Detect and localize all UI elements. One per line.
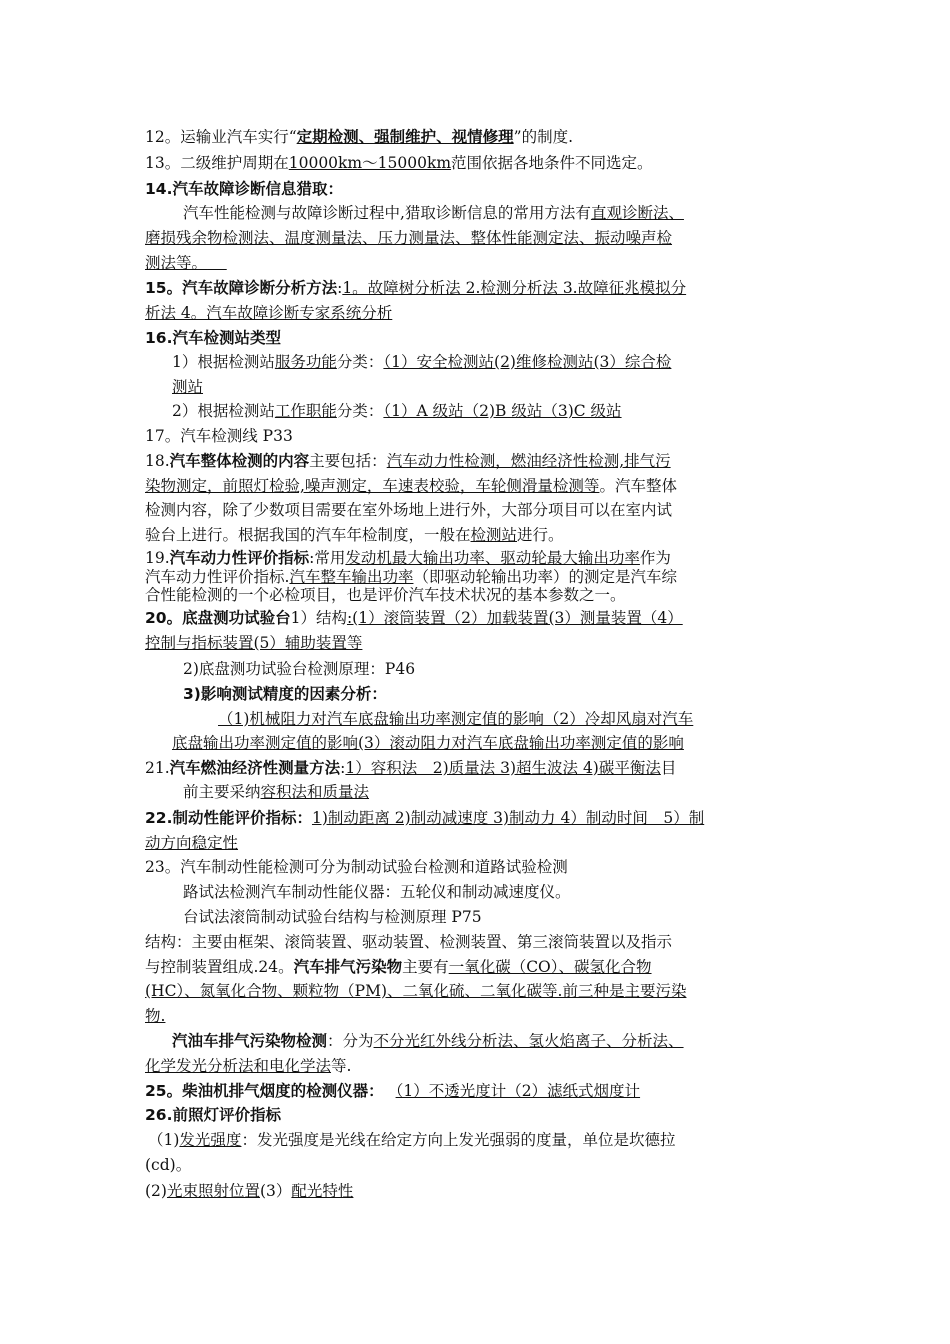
item-24: 与控制装置组成.24。汽车排气污染物主要有一氧化碳（CO）、碳氢化合物 [145,958,652,976]
item-20: 20。底盘测功试验台1）结构:(1）滚筒装置（2）加载装置(3）测量装置（4） [145,609,683,627]
item-26-line-3: (2)光束照射位置(3）配光特性 [145,1182,354,1200]
item-21-line-2: 前主要采纳容积法和质量法 [183,783,370,801]
item-24-line-2: (HC）、氮氧化合物、颗粒物（PM)、二氧化硫、二氧化碳等.前三种是主要污染 [145,982,687,1000]
item-16-row-1: 1）根据检测站服务功能分类：（1）安全检测站(2)维修检测站(3）综合检 [172,353,672,371]
item-18: 18.汽车整体检测的内容主要包括：汽车动力性检测，燃油经济性检测,排气污 [145,452,671,470]
item-12: 12。运输业汽车实行“定期检测、强制维护、视情修理”的制度. [145,128,574,146]
item-26-title: 26.前照灯评价指标 [145,1106,281,1124]
item-24-line-3: 物. [145,1007,166,1025]
item-15-line-2: 析法 4。汽车故障诊断专家系统分析 [145,304,393,322]
item-18-line-3: 检测内容，除了少数项目需要在室外场地上进行外，大部分项目可以在室内试 [145,501,673,519]
item-16-row-1-cont: 测站 [172,378,204,396]
item-22-line-2: 动方向稳定性 [145,834,239,852]
item-19-line-3: 合性能检测的一个必检项目，也是评价汽车技术状况的基本参数之一。 [145,586,626,604]
item-13: 13。二级维护周期在10000km～15000km范围依据各地条件不同选定。 [145,154,653,172]
item-23-structure: 结构：主要由框架、滚筒装置、驱动装置、检测装置、第三滚筒装置以及指示 [145,933,673,951]
item-26-line-1: （1)发光强度：发光强度是光线在给定方向上发光强弱的度量，单位是坎德拉 [148,1131,676,1149]
item-20-line-2: 控制与指标装置(5）辅助装置等 [145,634,363,652]
item-20-factors-line-2: 底盘输出功率测定值的影响(3）滚动阻力对汽车底盘输出功率测定值的影响 [172,734,684,752]
item-14-title: 14.汽车故障诊断信息猎取： [145,180,343,198]
item-14-line-1: 汽车性能检测与故障诊断过程中,猎取诊断信息的常用方法有直观诊断法、 [183,204,684,222]
item-22: 22.制动性能评价指标：1)制动距离 2)制动减速度 3)制动力 4）制动时间 5）制 [145,809,705,827]
item-19-line-2: 汽车动力性评价指标.汽车整车输出功率（即驱动轮输出功率）的测定是汽车综 [145,568,677,586]
item-23-bench-test: 台试法滚筒制动试验台结构与检测原理 P75 [183,908,482,926]
item-14-line-2: 磨损残余物检测法、温度测量法、压力测量法、整体性能测定法、振动噪声检 [145,229,673,247]
item-14-line-3: 测法等。 [145,254,208,272]
item-24-gasoline-line-2: 化学发光分析法和电化学法等. [145,1057,352,1075]
item-24-gasoline: 汽油车排气污染物检测：分为不分光红外线分析法、氢火焰离子、分析法、 [172,1032,684,1050]
item-19: 19.汽车动力性评价指标:常用发动机最大输出功率、驱动轮最大输出功率作为 [145,549,671,567]
item-18-line-4: 验台上进行。根据我国的汽车年检制度，一般在检测站进行。 [145,526,564,544]
item-25: 25。柴油机排气烟度的检测仪器： （1）不透光度计（2）滤纸式烟度计 [145,1082,641,1100]
item-20-factors-line-1: （1)机械阻力对汽车底盘输出功率测定值的影响（2）冷却风扇对汽车 [218,710,694,728]
item-26-line-2: (cd)。 [145,1156,192,1174]
item-23: 23。汽车制动性能检测可分为制动试验台检测和道路试验检测 [145,858,568,876]
item-20-principle: 2)底盘测功试验台检测原理：P46 [183,660,416,678]
item-16-row-2: 2）根据检测站工作职能分类：（1）A 级站（2)B 级站（3)C 级站 [172,402,622,420]
item-23-road-test: 路试法检测汽车制动性能仪器：五轮仪和制动减速度仪。 [183,883,571,901]
item-17: 17。汽车检测线 P33 [145,427,293,445]
item-18-line-2: 染物测定，前照灯检验,噪声测定，车速表校验，车轮侧滑量检测等。汽车整体 [145,477,677,495]
item-16-title: 16.汽车检测站类型 [145,329,281,347]
item-20-factors-title: 3)影响测试精度的因素分析： [183,685,387,703]
item-15: 15。汽车故障诊断分析方法:1。故障树分析法 2.检测分析法 3.故障征兆模拟分 [145,279,687,297]
item-21: 21.汽车燃油经济性测量方法:1）容积法 2)质量法 3)超生波法 4)碳平衡法目 [145,759,677,777]
